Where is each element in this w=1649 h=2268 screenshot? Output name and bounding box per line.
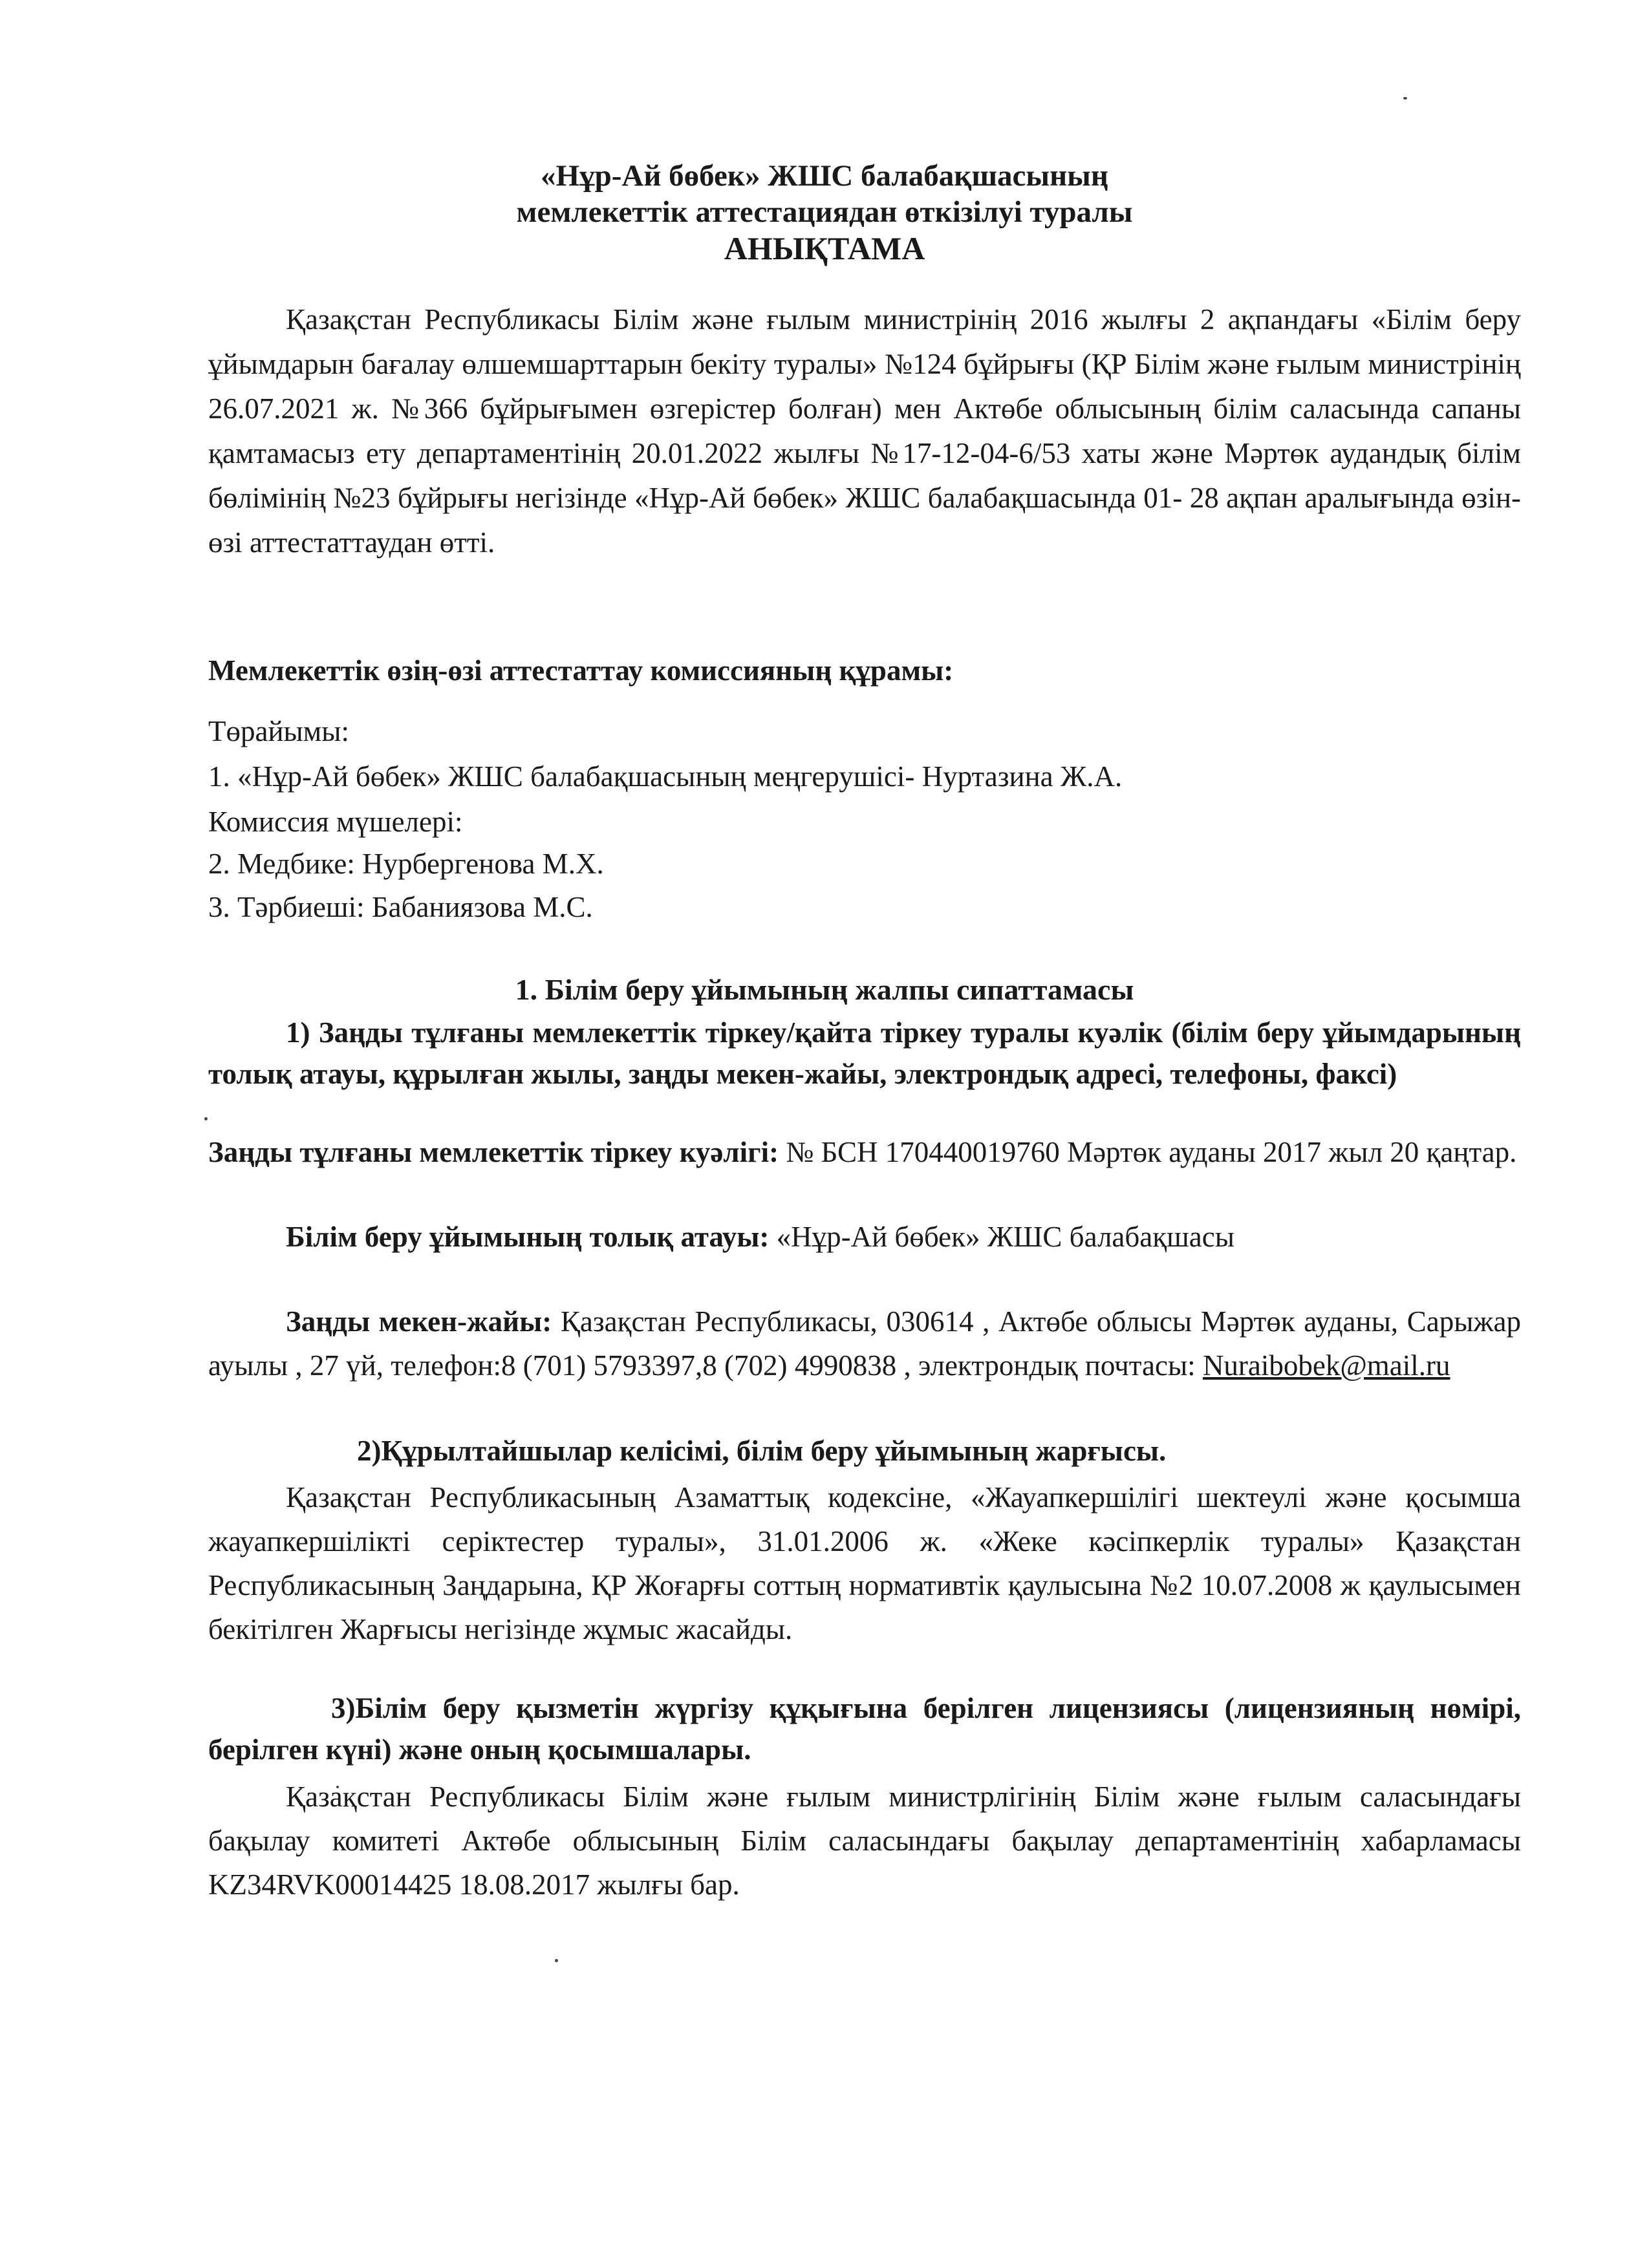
full-name-value: «Нұр-Ай бөбек» ЖШС балабақшасы <box>769 1221 1234 1253</box>
document-title: АНЫҚТАМА <box>724 230 925 266</box>
scan-speck <box>1403 97 1407 100</box>
full-name-label: Білім беру ұйымының толық атауы: <box>286 1221 770 1253</box>
scan-speck <box>555 1959 558 1962</box>
email-link[interactable]: Nuraibobek@mail.ru <box>1202 1349 1450 1382</box>
commission-chair-label: Төрайымы: <box>208 715 349 747</box>
section1-heading: 1. Білім беру ұйымының жалпы сипаттамасы <box>515 973 1134 1006</box>
address-paragraph <box>208 1300 1521 1387</box>
registration-label: Заңды тұлғаны мемлекеттік тіркеу куәлігі: <box>208 1136 779 1168</box>
address-label: Заңды мекен-жайы: <box>286 1305 552 1338</box>
section1-sub3-heading: 3)Білім беру қызметін жүргізу құқығына берілген лицензиясы (лицензияның нөмірі, берілген күні) және оның қосымшалары. <box>208 1692 1521 1766</box>
commission-member-3: 3. Тәрбиеші: Бабаниязова М.С. <box>208 891 593 923</box>
section1-sub2-heading: 2)Құрылтайшылар келісімі, білім беру ұйымының жарғысы. <box>357 1435 1167 1467</box>
document-title-line1: «Нұр-Ай бөбек» ЖШС балабақшасының <box>541 159 1108 193</box>
full-name-paragraph <box>208 1215 1521 1258</box>
scan-speck <box>204 1117 208 1120</box>
intro-paragraph: Қазақстан Республикасы Білім және ғылым министрінің 2016 жылғы 2 ақпандағы «Білім беру ұйымдарын бағалау өлшемшарттарын бекіту туралы» №124 бұйрығы (ҚР Білім және ғылым министрінің 26.07.2021 ж. №366 бұйрығымен өзгерістер болған) мен Актөбе облысының білім саласында сапаны қамтамасыз ету департаментінің 20.01.2022 жылғы №17-12-04-6/53 хаты және Мәртөк аудандық білім бөлімінің №23 бұйрығы негізінде «Нұр-Ай бөбек» ЖШС балабақшасында 01- 28 ақпан аралығында өзін-өзі аттестаттаудан өтті. <box>208 303 1521 559</box>
address-value: Қазақстан Республикасы, 030614 , Актөбе облысы Мәртөк ауданы, Сарыжар ауылы , 27 үй, телефон:8 (701) 5793397,8 (702) 4990838 , электрондық почтасы: <box>208 1305 1521 1382</box>
commission-members-label: Комиссия мүшелері: <box>208 806 463 838</box>
registration-value: № БСН 170440019760 Мәртөк ауданы 2017 жыл 20 қаңтар. <box>779 1136 1517 1168</box>
commission-member-2: 2. Медбике: Нурбергенова М.Х. <box>208 848 604 880</box>
section1-sub2-text: Қазақстан Республикасының Азаматтық кодексіне, «Жауапкершілігі шектеулі және қосымша жауапкершілікті серіктестер туралы», 31.01.2006 ж. «Жеке кәсіпкерлік туралы» Қазақстан Республикасының Заңдарына, ҚР Жоғарғы соттың нормативтік қаулысына №2 10.07.2008 ж қаулысымен бекітілген Жарғысы негізінде жұмыс жасайды. <box>208 1481 1521 1645</box>
section1-sub1-heading: 1) Заңды тұлғаны мемлекеттік тіркеу/қайта тіркеу туралы куәлік (білім беру ұйымдарының толық атауы, құрылған жылы, заңды мекен-жайы, электрондық адресі, телефоны, факсі) <box>208 1016 1521 1090</box>
commission-heading: Мемлекеттік өзің-өзі аттестаттау комиссияның құрамы: <box>208 654 954 687</box>
commission-member-1: 1. «Нұр-Ай бөбек» ЖШС балабақшасының меңгерушісі- Нуртазина Ж.А. <box>208 760 1123 793</box>
document-title-line2: мемлекеттік аттестациядан өткізілуі туралы <box>516 195 1133 229</box>
section1-sub3-text: Қазақстан Республикасы Білім және ғылым министрлігінің Білім және ғылым саласындағы бақылау комитеті Актөбе облысының Білім саласындағы бақылау департаментінің хабарламасы KZ34RVK00014425 18.08.2017 жылғы бар. <box>208 1781 1521 1901</box>
registration-paragraph <box>208 1131 1521 1173</box>
